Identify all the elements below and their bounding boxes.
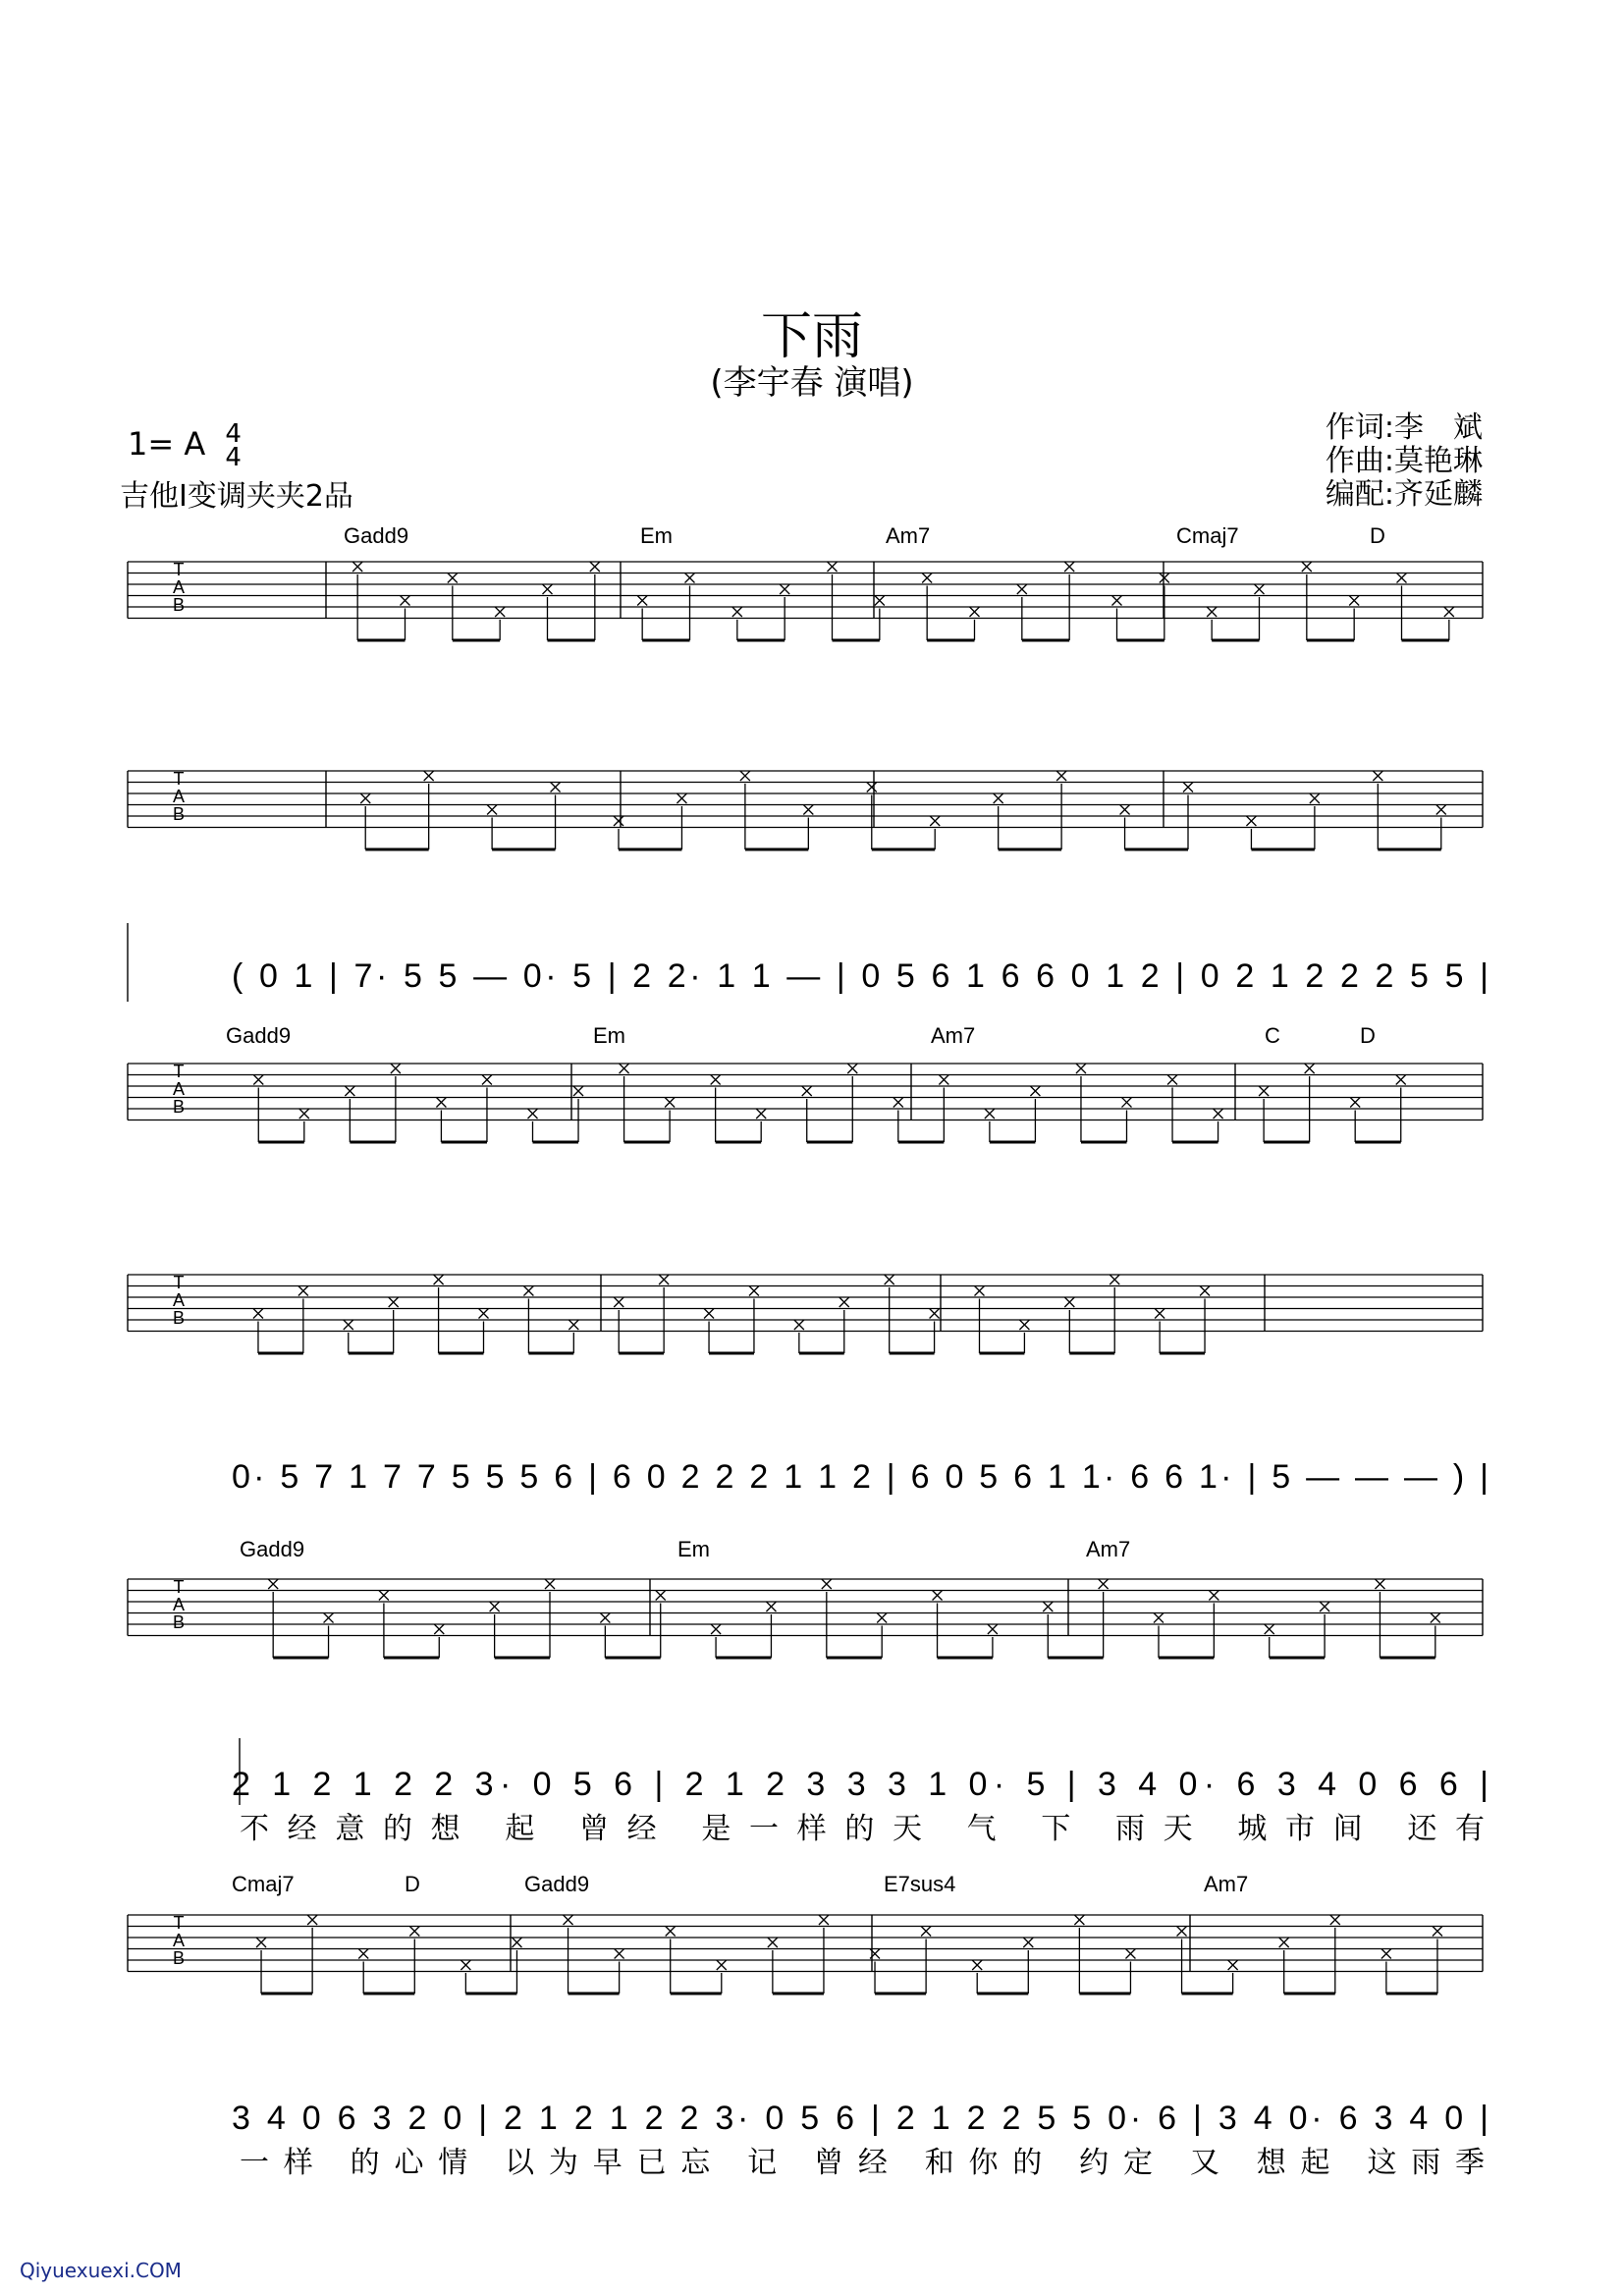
system1-tab-a-mark xyxy=(732,607,742,617)
chord-name: Gadd9 xyxy=(226,1023,292,1048)
tab-letter: A xyxy=(172,1931,186,1950)
system3-tab-mark xyxy=(1209,1591,1218,1601)
system1-tab-b-mark xyxy=(1436,805,1446,815)
system4-tab-mark xyxy=(256,1938,266,1947)
system1-tab-b-mark xyxy=(867,783,877,792)
system1-tab-b-mark xyxy=(360,793,370,803)
chord-name: Am7 xyxy=(1086,1537,1131,1561)
system3-tab-mark xyxy=(1099,1579,1109,1589)
system2-tab-a-mark xyxy=(1167,1075,1177,1085)
system2-tab-a-mark xyxy=(1030,1086,1040,1096)
tab-letter: T xyxy=(173,1913,185,1933)
system1-tab-b-mark xyxy=(1120,805,1130,815)
system1-tab-a-mark xyxy=(685,574,695,583)
system1-tab-a-mark xyxy=(543,584,553,594)
system2-tab-b-mark xyxy=(930,1309,940,1319)
system1-tab-a-mark xyxy=(590,562,600,572)
system2-tab-b-mark xyxy=(1155,1309,1164,1319)
system1-tab-a-mark xyxy=(970,607,980,617)
system3-tab-mark xyxy=(434,1624,444,1634)
system4-lyrics: 一样 的心情 以为早已忘 记 曾经 和你的 约定 又 想起 这雨季 xyxy=(240,2147,1485,2179)
chord-name: C xyxy=(1265,1023,1280,1048)
tab-letter: T xyxy=(173,769,185,789)
system1-tab-b-mark xyxy=(614,816,623,826)
system1-tab-b-mark xyxy=(1373,771,1382,781)
tab-letter: B xyxy=(172,1612,186,1632)
system1-tab-a-mark xyxy=(1349,596,1359,606)
system1-tab-b-mark xyxy=(487,805,497,815)
system3-tab-mark xyxy=(1043,1602,1053,1611)
system2-tab-b-mark xyxy=(614,1297,623,1307)
system4-tab-mark xyxy=(1228,1960,1238,1970)
system1-tab-a-mark xyxy=(352,562,362,572)
system4-tab-mark xyxy=(409,1927,419,1937)
system1-tab-a-mark xyxy=(637,596,647,606)
system3-lyrics: 不经意的想 起 曾经 是一样的天 气 下 雨天 城市间 还有 xyxy=(240,1813,1485,1845)
system1-tab-a-mark xyxy=(1017,584,1027,594)
song-title: 下雨 xyxy=(760,307,863,366)
system2-tab-a-mark xyxy=(1259,1086,1269,1096)
system3-tab-mark xyxy=(1375,1579,1384,1589)
system4-tab-mark xyxy=(564,1915,573,1925)
system1-tab-b-mark xyxy=(803,805,813,815)
system1-tab-b-mark xyxy=(740,771,750,781)
key-label: 1= A xyxy=(128,425,206,463)
system2-jianpu: 0· 5 7 1 7 7 5 5 5 6 | 6 0 2 2 2 1 1 2 | 6 0 5 6 1 1· 6 6 1· | 5 — — — ) | xyxy=(232,1458,1489,1496)
tab-letter: B xyxy=(172,804,186,824)
system4-tab-mark xyxy=(768,1938,778,1947)
system3-tab-mark xyxy=(324,1613,334,1623)
chord-name: E7sus4 xyxy=(884,1872,956,1896)
system2-tab-a-mark xyxy=(620,1064,629,1073)
chord-name: Gadd9 xyxy=(524,1872,590,1896)
system2-tab-b-mark xyxy=(1200,1286,1210,1296)
system3-tab-mark xyxy=(379,1591,389,1601)
system4-tab-mark xyxy=(1330,1915,1340,1925)
system2-tab-a-mark xyxy=(345,1086,354,1096)
system3-tab-mark xyxy=(1265,1624,1274,1634)
system3-tab-mark xyxy=(988,1624,998,1634)
song-subtitle: (李宇春 演唱) xyxy=(710,363,914,403)
system4-tab-mark xyxy=(512,1938,521,1947)
time-bottom: 4 xyxy=(225,443,242,472)
system2-tab-a-mark xyxy=(436,1098,446,1108)
system2-tab-a-mark xyxy=(482,1075,492,1085)
chord-name: Am7 xyxy=(886,523,931,548)
system3-tab-mark xyxy=(268,1579,278,1589)
system2-tab-a-mark xyxy=(756,1109,766,1119)
system2-tab-a-mark xyxy=(939,1075,948,1085)
system1-tab-b-mark xyxy=(1310,793,1320,803)
system1-tab-b-mark xyxy=(994,793,1003,803)
system4-tab-mark xyxy=(1023,1938,1033,1947)
system1-tab-a-mark xyxy=(875,596,885,606)
system3-tab-mark xyxy=(711,1624,721,1634)
system2-tab-b-mark xyxy=(975,1286,985,1296)
system2-tab-a-mark xyxy=(985,1109,995,1119)
system1-jianpu: ( 0 1 | 7· 5 5 — 0· 5 | 2 2· 1 1 — | 0 5 6 1 6 6 0 1 2 | 0 2 1 2 2 2 5 5 | xyxy=(232,957,1489,995)
system1-tab-b-mark xyxy=(424,771,434,781)
tab-letter: A xyxy=(172,1595,186,1614)
capo-note: 吉他I变调夹夹2品 xyxy=(120,479,353,514)
system2-tab-a-mark xyxy=(1350,1098,1360,1108)
system4-tab-mark xyxy=(819,1915,829,1925)
system4-tab-mark xyxy=(666,1927,676,1937)
chord-name: Cmaj7 xyxy=(1176,523,1239,548)
system1-tab-b-mark xyxy=(1183,783,1193,792)
time-top: 4 xyxy=(225,419,242,449)
tab-letter: T xyxy=(173,1062,185,1081)
tab-letter: A xyxy=(172,1290,186,1310)
system2-tab-a-mark xyxy=(1122,1098,1132,1108)
system1-tab-b-mark xyxy=(551,783,561,792)
system4-tab-mark xyxy=(1279,1938,1289,1947)
system2-tab-a-mark xyxy=(528,1109,538,1119)
tab-letter: A xyxy=(172,787,186,806)
system1-tab-a-mark xyxy=(1207,607,1217,617)
system3-tab-mark xyxy=(933,1591,943,1601)
system3-tab-mark xyxy=(1154,1613,1164,1623)
system2-tab-a-mark xyxy=(299,1109,309,1119)
chord-name: Am7 xyxy=(1204,1872,1249,1896)
system2-tab-a-mark xyxy=(802,1086,812,1096)
system3-tab-mark xyxy=(545,1579,555,1589)
system2-tab-a-mark xyxy=(391,1064,401,1073)
tab-letter: B xyxy=(172,1948,186,1968)
tab-letter: T xyxy=(173,560,185,579)
system2-tab-b-mark xyxy=(794,1320,804,1330)
system1-tab-b-mark xyxy=(1246,816,1256,826)
site-watermark: Qiyuexuexi.COM xyxy=(20,2259,182,2282)
system2-tab-b-mark xyxy=(704,1309,714,1319)
system2-tab-a-mark xyxy=(893,1098,903,1108)
tab-letter: B xyxy=(172,1308,186,1328)
chord-name: Am7 xyxy=(931,1023,976,1048)
system2-tab-b-mark xyxy=(434,1275,444,1284)
system1-tab-a-mark xyxy=(922,574,932,583)
system4-jianpu: 3 4 0 6 3 2 0 | 2 1 2 1 2 2 3· 0 5 6 | 2 1 2 2 5 5 0· 6 | 3 4 0· 6 3 4 0 | xyxy=(232,2100,1489,2137)
system4-tab-mark xyxy=(717,1960,727,1970)
system1-tab-b-mark xyxy=(1056,771,1066,781)
credit-lyricist: 作词:李 斌 xyxy=(1325,410,1483,445)
system4-tab-mark xyxy=(1125,1949,1135,1959)
system2-tab-b-mark xyxy=(885,1275,894,1284)
system3-tab-mark xyxy=(877,1613,887,1623)
chord-name: Em xyxy=(640,523,673,548)
chord-name: Em xyxy=(677,1537,710,1561)
credit-arranger: 编配:齐延麟 xyxy=(1325,477,1483,512)
system2-tab-b-mark xyxy=(1064,1297,1074,1307)
chord-name: D xyxy=(405,1872,420,1896)
system3-tab-mark xyxy=(1431,1613,1440,1623)
system1-tab-a-mark xyxy=(1112,596,1122,606)
system3-tab-mark xyxy=(600,1613,610,1623)
system4-tab-mark xyxy=(1074,1915,1084,1925)
system1-tab-a-mark xyxy=(495,607,505,617)
system2-tab-b-mark xyxy=(1110,1275,1119,1284)
tab-letter: T xyxy=(173,1273,185,1292)
chord-name: Cmaj7 xyxy=(232,1872,295,1896)
system3-tab-mark xyxy=(656,1591,666,1601)
system1-tab-b-mark xyxy=(677,793,686,803)
system2-tab-b-mark xyxy=(298,1286,308,1296)
system2-tab-b-mark xyxy=(659,1275,669,1284)
system1-tab-a-mark xyxy=(1255,584,1265,594)
system4-tab-mark xyxy=(1177,1927,1187,1937)
system4-tab-mark xyxy=(307,1915,317,1925)
system2-tab-a-mark xyxy=(253,1075,263,1085)
system1-tab-a-mark xyxy=(448,574,458,583)
system4-tab-mark xyxy=(972,1960,982,1970)
system4-tab-mark xyxy=(460,1960,470,1970)
system2-tab-b-mark xyxy=(839,1297,849,1307)
tab-letter: T xyxy=(173,1577,185,1597)
system4-tab-mark xyxy=(358,1949,368,1959)
system1-tab-a-mark xyxy=(401,596,410,606)
system1-tab-b-mark xyxy=(930,816,940,826)
system2-tab-a-mark xyxy=(711,1075,721,1085)
system2-tab-b-mark xyxy=(389,1297,399,1307)
system4-tab-mark xyxy=(921,1927,931,1937)
system1-tab-a-mark xyxy=(1064,562,1074,572)
system2-tab-b-mark xyxy=(1019,1320,1029,1330)
system2-tab-a-mark xyxy=(1305,1064,1315,1073)
system2-tab-b-mark xyxy=(523,1286,533,1296)
system2-tab-b-mark xyxy=(479,1309,489,1319)
system2-tab-a-mark xyxy=(1396,1075,1406,1085)
system4-tab-mark xyxy=(1381,1949,1391,1959)
tab-letter: B xyxy=(172,1097,186,1117)
system4-tab-mark xyxy=(1433,1927,1442,1937)
chord-name: Em xyxy=(593,1023,625,1048)
system2-tab-a-mark xyxy=(1214,1109,1223,1119)
system1-tab-a-mark xyxy=(1160,574,1169,583)
system3-tab-mark xyxy=(490,1602,500,1611)
system2-tab-a-mark xyxy=(1076,1064,1086,1073)
chord-name: D xyxy=(1360,1023,1376,1048)
system2-tab-a-mark xyxy=(573,1086,583,1096)
system3-jianpu: 2 1 2 1 2 2 3· 0 5 6 | 2 1 2 3 3 3 1 0· 5 | 3 4 0· 6 3 4 0 6 6 | xyxy=(232,1766,1489,1803)
system1-tab-a-mark xyxy=(828,562,838,572)
system3-tab-mark xyxy=(822,1579,832,1589)
system3-tab-mark xyxy=(1320,1602,1329,1611)
chord-name: Gadd9 xyxy=(344,523,409,548)
system1-tab-a-mark xyxy=(1397,574,1407,583)
tab-letter: B xyxy=(172,595,186,615)
system4-tab-mark xyxy=(615,1949,624,1959)
tab-letter: A xyxy=(172,1079,186,1099)
chord-name: D xyxy=(1370,523,1385,548)
system2-tab-b-mark xyxy=(344,1320,353,1330)
system2-tab-a-mark xyxy=(847,1064,857,1073)
system1-tab-a-mark xyxy=(1302,562,1312,572)
system1-tab-a-mark xyxy=(780,584,789,594)
system2-tab-b-mark xyxy=(749,1286,759,1296)
credit-composer: 作曲:莫艳琳 xyxy=(1325,444,1483,478)
system3-tab-mark xyxy=(766,1602,776,1611)
system2-tab-a-mark xyxy=(665,1098,675,1108)
chord-name: Gadd9 xyxy=(240,1537,305,1561)
system1-tab-a-mark xyxy=(1444,607,1454,617)
tab-letter: A xyxy=(172,577,186,597)
system2-tab-b-mark xyxy=(253,1309,263,1319)
system2-tab-b-mark xyxy=(568,1320,578,1330)
